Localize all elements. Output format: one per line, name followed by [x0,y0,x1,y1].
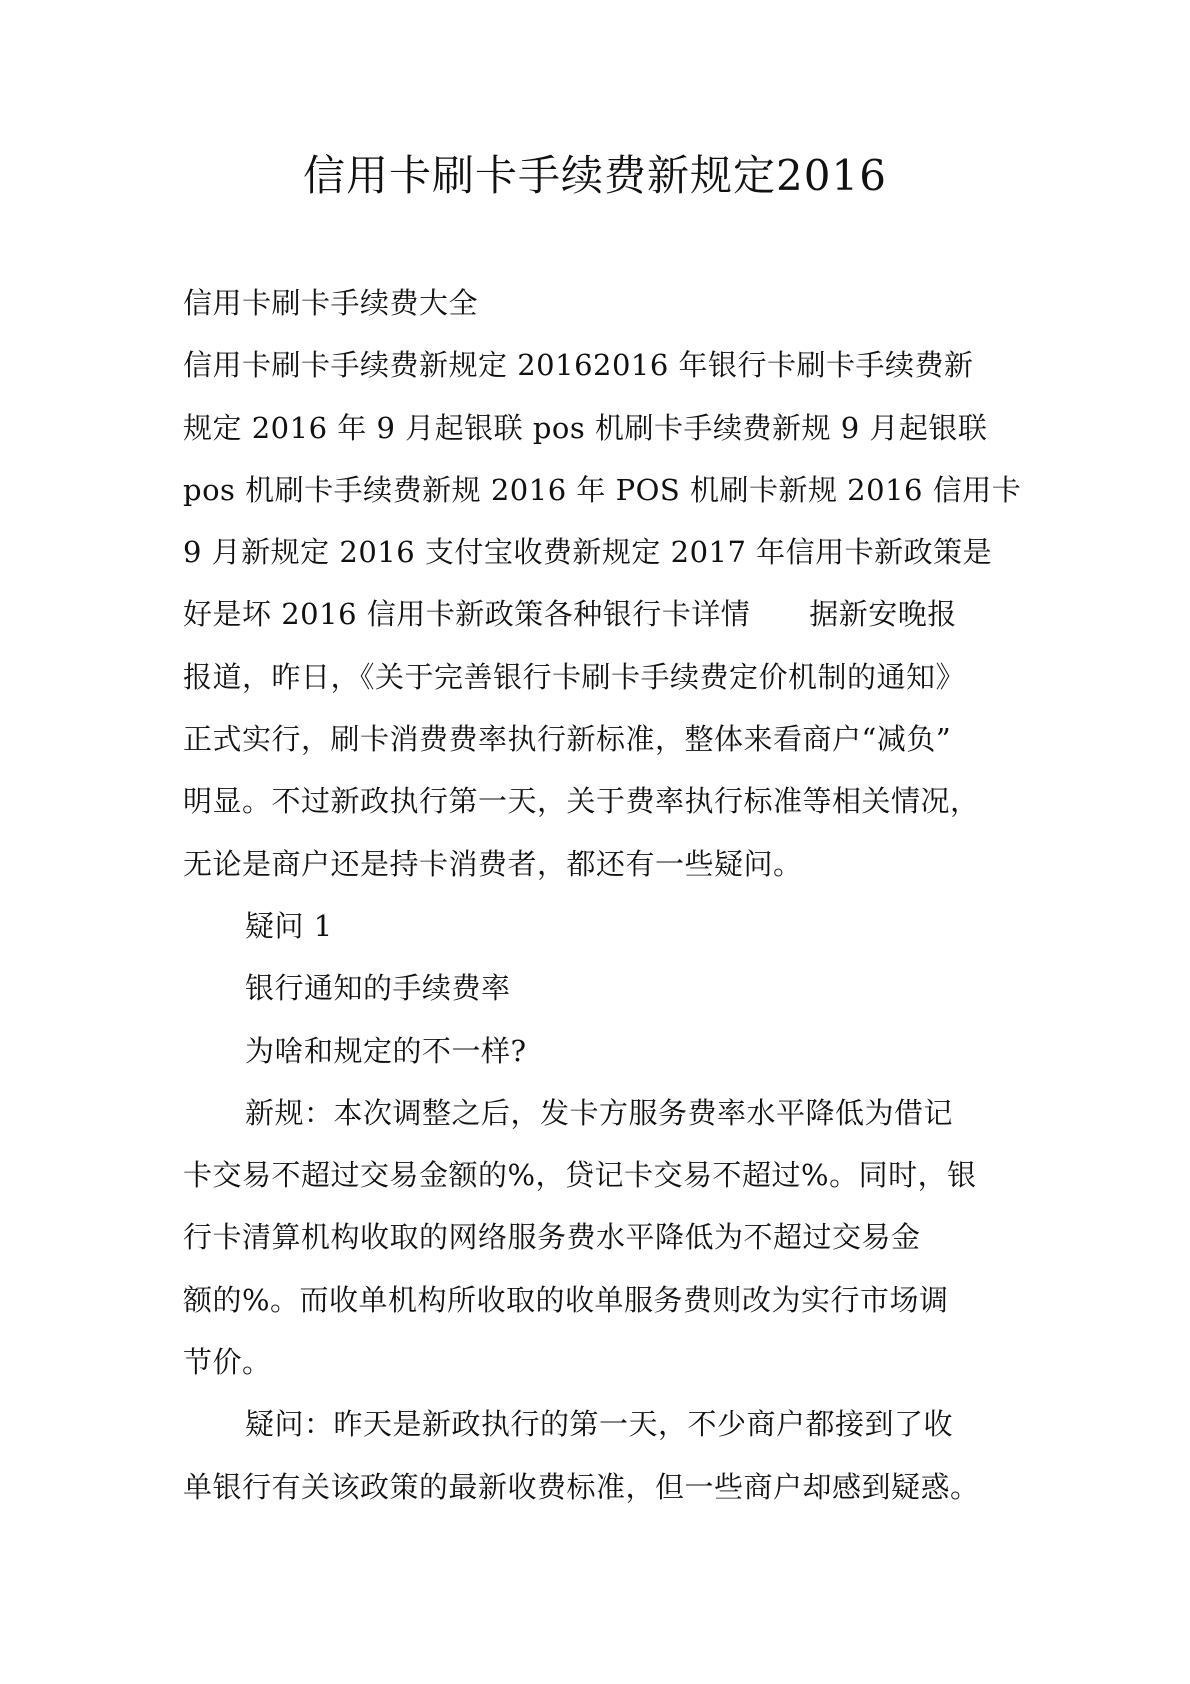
paragraph-line: 信用卡刷卡手续费大全 [183,286,479,320]
paragraph-line: 额的%。而收单机构所收取的收单服务费则改为实行市场调 [183,1282,949,1317]
paragraph-line: pos 机刷卡手续费新规 2016 年 POS 机刷卡新规 2016 信用卡 [183,472,1022,507]
document-title: 信用卡刷卡手续费新规定2016 [303,151,887,200]
section-heading: 为啥和规定的不一样? [245,1033,527,1068]
paragraph-line: 规定 2016 年 9 月起银联 pos 机刷卡手续费新规 9 月起银联 [183,410,988,445]
paragraph-line: 疑问：昨天是新政执行的第一天，不少商户都接到了收 [245,1407,954,1442]
paragraph-line: 行卡清算机构收取的网络服务费水平降低为不超过交易金 [183,1220,921,1255]
section-heading: 疑问 1 [245,908,333,943]
paragraph-line: 卡交易不超过交易金额的%，贷记卡交易不超过%。同时，银 [183,1158,977,1193]
paragraph-line: 信用卡刷卡手续费新规定 20162016 年银行卡刷卡手续费新 [183,348,974,383]
paragraph-line: 新规：本次调整之后，发卡方服务费率水平降低为借记 [245,1095,954,1130]
paragraph-line: 明显。不过新政执行第一天，关于费率执行标准等相关情况， [183,784,980,819]
paragraph-line: 单银行有关该政策的最新收费标准，但一些商户却感到疑惑。 [183,1469,980,1504]
paragraph-line: 节价。 [183,1345,272,1380]
paragraph-line: 正式实行，刷卡消费费率执行新标准，整体来看商户“减负” [183,722,952,757]
paragraph-line: 无论是商户还是持卡消费者，都还有一些疑问。 [183,846,803,881]
section-heading: 银行通知的手续费率 [245,971,511,1006]
document-body [183,272,1021,1518]
paragraph-line: 报道，昨日，《关于完善银行卡刷卡手续费定价机制的通知》 [183,659,966,694]
paragraph-line: 好是坏 2016 信用卡新政策各种银行卡详情 据新安晚报 [183,597,957,632]
paragraph-line: 9 月新规定 2016 支付宝收费新规定 2017 年信用卡新政策是 [183,535,993,570]
